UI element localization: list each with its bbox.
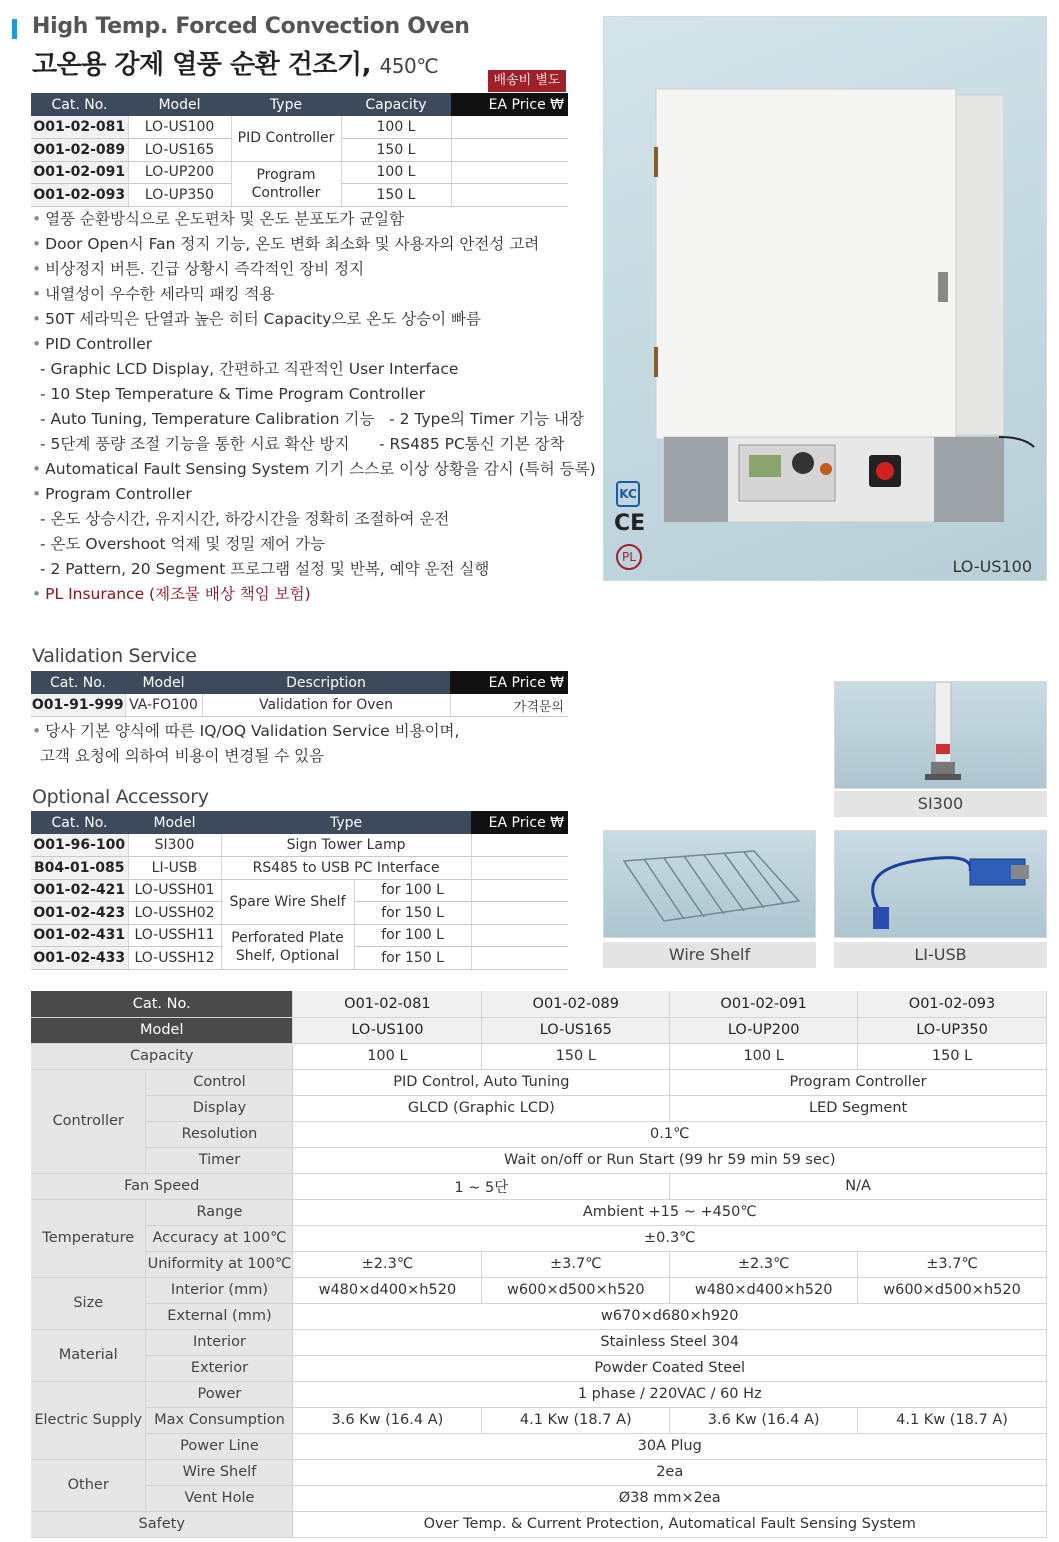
spec-model: LO-US100 [293,1017,482,1043]
col-type: Type [231,93,341,116]
cat-no: O01-02-421 [31,879,128,902]
cat-no: O01-96-100 [31,834,128,857]
type-perforated [221,924,354,969]
spec-row-timer [31,1147,1047,1173]
spec-accuracy-label: Accuracy at 100℃ [146,1225,293,1251]
spec-interior-mm-label: Interior (mm) [146,1277,293,1303]
product-photo [603,16,1047,581]
col-desc: Description [202,671,450,694]
spec-row-safety [31,1511,1047,1537]
spec-temperature-group: Temperature [31,1199,146,1277]
title-korean [32,44,438,81]
product-table [31,93,568,207]
feature-item [40,432,564,457]
table-row [31,924,568,947]
spec-wireshelf-label: Wire Shelf [146,1459,293,1485]
spec-wireshelf: 2ea [293,1459,1047,1485]
spec-maxc: 3.6 Kw (16.4 A) [670,1407,858,1433]
capacity: 100 L [341,161,451,184]
validation-note-1 [32,719,459,744]
feature-text: PL Insurance (제조물 배상 책임 보험) [45,585,311,603]
spec-capacity: 100 L [670,1043,858,1069]
feature-item [32,307,481,332]
spec-model: LO-US165 [482,1017,670,1043]
spec-control-label: Control [146,1069,293,1095]
spec-row-accuracy [31,1225,1047,1251]
feature-text: Program Controller [45,485,192,503]
spec-row-capacity [31,1043,1047,1069]
validation-table [31,671,568,717]
spec-size-group: Size [31,1277,146,1329]
feature-text: - 2 Pattern, 20 Segment 프로그램 설정 및 반복, 예약 운전 실행 [40,560,490,578]
spec-display-label: Display [146,1095,293,1121]
spec-interior-size: w480×d400×h520 [670,1277,858,1303]
col-model: Model [125,671,202,694]
spec-row-control [31,1069,1047,1095]
type-wire: Spare Wire Shelf [221,879,354,924]
spec-exterior-label: Exterior [146,1355,293,1381]
spec-cat: O01-02-093 [858,991,1047,1017]
cat-no: O01-02-089 [31,139,128,162]
feature-text: 비상정지 버튼. 긴급 상황시 즉각적인 장비 정지 [45,260,365,278]
feature-text: - 온도 Overshoot 억제 및 정밀 제어 가능 [40,535,326,553]
bullet-icon: • [32,460,42,478]
feature-text: 열풍 순환방식으로 온도편차 및 온도 분포도가 균일함 [45,210,405,228]
spec-table [31,991,1047,1538]
spec-range: Ambient +15 ~ +450℃ [293,1199,1047,1225]
spec-row-display [31,1095,1047,1121]
oven-illustration [604,17,1048,582]
spec-controller-group: Controller [31,1069,146,1173]
price-cell [451,184,568,207]
type: RS485 to USB PC Interface [221,857,471,880]
spec-uniformity: ±3.7℃ [858,1251,1047,1277]
product-photo-caption: LO-US100 [952,557,1032,576]
spec-row-cat [31,991,1047,1017]
spec-row-interior-mat [31,1329,1047,1355]
bullet-icon: • [32,335,42,353]
li-usb-caption: LI-USB [834,942,1047,968]
spec-interior-size: w480×d400×h520 [293,1277,482,1303]
spec-row-wireshelf [31,1459,1047,1485]
type-perforated-line2: Shelf, Optional [235,947,340,964]
spec-row-interior-size [31,1277,1047,1303]
price-cell [471,902,568,925]
accessory-title: Optional Accessory [32,786,209,808]
usb-interface-illustration [835,831,1048,939]
spec-cat-label: Cat. No. [31,991,293,1017]
spec-timer-label: Timer [146,1147,293,1173]
spec-power-label: Power [146,1381,293,1407]
si300-caption: SI300 [834,791,1047,817]
spec-display-b: LED Segment [670,1095,1047,1121]
price-cell [451,116,568,139]
col-model: Model [128,811,221,834]
price-inquiry: 가격문의 [450,694,568,717]
bullet-icon: • [32,260,42,278]
feature-item [40,507,449,532]
spec-maxc: 3.6 Kw (16.4 A) [293,1407,482,1433]
model: VA-FO100 [125,694,202,717]
spec-electric-group: Electric Supply [31,1381,146,1459]
price-cell [451,161,568,184]
bullet-icon: • [32,210,42,228]
type-program-line1: Program [256,166,316,183]
spec-maxc: 4.1 Kw (18.7 A) [482,1407,670,1433]
spec-fan-a: 1 ~ 5단 [293,1173,670,1199]
model: LO-US100 [128,116,231,139]
spec-row-power [31,1381,1047,1407]
table-row [31,694,568,717]
cat-no: O01-02-081 [31,116,128,139]
cat-no: O01-02-091 [31,161,128,184]
feature-item [32,232,539,257]
spec-fan-label: Fan Speed [31,1173,293,1199]
spec-range-label: Range [146,1199,293,1225]
feature-item [40,407,584,432]
spec-maxc: 4.1 Kw (18.7 A) [858,1407,1047,1433]
spec-interior-size: w600×d500×h520 [858,1277,1047,1303]
si300-photo [834,681,1047,789]
cat-no: O01-91-999 [31,694,125,717]
feature-item [32,257,364,282]
bullet-icon: • [32,585,42,603]
spec-maxc-label: Max Consumption [146,1407,293,1433]
capacity: 150 L [341,184,451,207]
table-row [31,857,568,880]
title-accent-bar [12,19,17,39]
model: LO-UP350 [128,184,231,207]
spec-capacity-label: Capacity [31,1043,293,1069]
sub-type: for 100 L [354,924,471,947]
price-cell [471,857,568,880]
model: SI300 [128,834,221,857]
feature-item [32,282,275,307]
bullet-icon: • [32,722,42,740]
spec-row-fan [31,1173,1047,1199]
validation-note-1-text: 당사 기본 양식에 따른 IQ/OQ Validation Service 비용이며, [45,722,460,740]
spec-model-label: Model [31,1017,293,1043]
spec-row-resolution [31,1121,1047,1147]
wire-shelf-caption: Wire Shelf [603,942,816,968]
feature-text: 내열성이 우수한 세라믹 패킹 적용 [45,285,275,303]
price-cell [451,139,568,162]
title-temp: 450℃ [379,54,439,78]
spec-capacity: 100 L [293,1043,482,1069]
spec-control-b: Program Controller [670,1069,1047,1095]
wire-shelf-photo [603,830,816,938]
col-cat: Cat. No. [31,671,125,694]
spec-uniformity: ±3.7℃ [482,1251,670,1277]
capacity: 100 L [341,116,451,139]
type-program-line2: Controller [251,184,321,201]
title-korean-text: 고온용 강제 열풍 순환 건조기, [32,50,371,80]
spec-row-exterior-mat [31,1355,1047,1381]
spec-uniformity-label: Uniformity at 100℃ [146,1251,293,1277]
feature-item [40,382,425,407]
bullet-icon: • [32,485,42,503]
feature-item [32,332,152,357]
feature-item [40,557,489,582]
feature-text: Automatical Fault Sensing System 기기 스스로 이상 상황을 감시 (특허 등록) [45,460,596,478]
cat-no: O01-02-431 [31,924,128,947]
col-type: Type [221,811,471,834]
spec-other-group: Other [31,1459,146,1511]
spec-safety: Over Temp. & Current Protection, Automatical Fault Sensing System [293,1511,1047,1537]
spec-safety-label: Safety [31,1511,293,1537]
spec-fan-b: N/A [670,1173,1047,1199]
col-model: Model [128,93,231,116]
description: Validation for Oven [202,694,450,717]
model: LO-USSH01 [128,879,221,902]
spec-capacity: 150 L [482,1043,670,1069]
cat-no: O01-02-423 [31,902,128,925]
wire-shelf-illustration [604,831,817,939]
spec-row-model [31,1017,1047,1043]
feature-item [40,357,458,382]
spec-powerline-label: Power Line [146,1433,293,1459]
model: LO-USSH11 [128,924,221,947]
price-cell [471,947,568,970]
feature-item [32,582,311,607]
spec-exterior-mat: Powder Coated Steel [293,1355,1047,1381]
spec-vent-label: Vent Hole [146,1485,293,1511]
spec-accuracy: ±0.3℃ [293,1225,1047,1251]
feature-text: - 5단계 풍량 조절 기능을 통한 시료 확산 방지 - RS485 PC통신 기본 장착 [40,435,565,453]
spec-external-size: w670×d680×h920 [293,1303,1047,1329]
spec-interior-label: Interior [146,1329,293,1355]
spec-row-external-size [31,1303,1047,1329]
model: LI-USB [128,857,221,880]
feature-text: Door Open시 Fan 정지 기능, 온도 변화 최소화 및 사용자의 안전성 고려 [45,235,540,253]
feature-item [40,532,325,557]
feature-text: 50T 세라믹은 단열과 높은 히터 Capacity으로 온도 상승이 빠름 [45,310,481,328]
spec-timer: Wait on/off or Run Start (99 hr 59 min 59 sec) [293,1147,1047,1173]
type-perforated-line1: Perforated Plate [231,929,344,946]
model: LO-USSH02 [128,902,221,925]
cat-no: O01-02-093 [31,184,128,207]
feature-text: - Graphic LCD Display, 간편하고 직관적인 User Interface [40,360,459,378]
spec-external-mm-label: External (mm) [146,1303,293,1329]
spec-powerline: 30A Plug [293,1433,1047,1459]
type-program [231,161,341,206]
pl-cert-icon: PL [616,544,642,570]
model: LO-UP200 [128,161,231,184]
price-cell [471,879,568,902]
spec-row-vent [31,1485,1047,1511]
title-english: High Temp. Forced Convection Oven [32,14,470,39]
spec-row-uniformity [31,1251,1047,1277]
spec-model: LO-UP350 [858,1017,1047,1043]
table-row [31,879,568,902]
bullet-icon: • [32,235,42,253]
ce-cert-icon: CE [614,511,646,536]
sub-type: for 100 L [354,879,471,902]
feature-text: - Auto Tuning, Temperature Calibration 기능 - 2 Type의 Timer 기능 내장 [40,410,584,428]
table-row [31,116,568,139]
table-row [31,161,568,184]
spec-capacity: 150 L [858,1043,1047,1069]
feature-text: - 온도 상승시간, 유지시간, 하강시간을 정확히 조절하여 운전 [40,510,450,528]
cat-no: O01-02-433 [31,947,128,970]
cat-no: B04-01-085 [31,857,128,880]
table-row [31,834,568,857]
col-price: EA Price ₩ [471,811,568,834]
spec-resolution: 0.1℃ [293,1121,1047,1147]
spec-uniformity: ±2.3℃ [293,1251,482,1277]
col-cat: Cat. No. [31,93,128,116]
type-pid: PID Controller [231,116,341,161]
model: LO-US165 [128,139,231,162]
feature-text: - 10 Step Temperature & Time Program Controller [40,385,425,403]
feature-item [32,482,192,507]
spec-display-a: GLCD (Graphic LCD) [293,1095,670,1121]
spec-resolution-label: Resolution [146,1121,293,1147]
price-cell [471,834,568,857]
li-usb-photo [834,830,1047,938]
spec-material-group: Material [31,1329,146,1381]
spec-control-a: PID Control, Auto Tuning [293,1069,670,1095]
col-price: EA Price ₩ [450,671,568,694]
price-cell [471,924,568,947]
accessory-table [31,811,568,970]
feature-item [32,457,596,482]
model: LO-USSH12 [128,947,221,970]
spec-cat: O01-02-089 [482,991,670,1017]
kc-cert-icon: KC [616,481,640,507]
spec-power: 1 phase / 220VAC / 60 Hz [293,1381,1047,1407]
spec-cat: O01-02-081 [293,991,482,1017]
spec-uniformity: ±2.3℃ [670,1251,858,1277]
spec-vent: Ø38 mm×2ea [293,1485,1047,1511]
bullet-icon: • [32,285,42,303]
bullet-icon: • [32,310,42,328]
spec-model: LO-UP200 [670,1017,858,1043]
spec-row-range [31,1199,1047,1225]
validation-title: Validation Service [32,645,197,667]
spec-interior-size: w600×d500×h520 [482,1277,670,1303]
col-capacity: Capacity [341,93,451,116]
sub-type: for 150 L [354,947,471,970]
sub-type: for 150 L [354,902,471,925]
capacity: 150 L [341,139,451,162]
type: Sign Tower Lamp [221,834,471,857]
feature-text: PID Controller [45,335,153,353]
feature-item [32,207,404,232]
spec-cat: O01-02-091 [670,991,858,1017]
spec-interior-mat: Stainless Steel 304 [293,1329,1047,1355]
validation-note-2: 고객 요청에 의하여 비용이 변경될 수 있음 [40,747,325,765]
shipping-badge: 배송비 별도 [488,70,566,92]
spec-row-maxc [31,1407,1047,1433]
sign-tower-lamp-illustration [835,682,1048,790]
col-cat: Cat. No. [31,811,128,834]
col-price: EA Price ₩ [451,93,568,116]
spec-row-powerline [31,1433,1047,1459]
